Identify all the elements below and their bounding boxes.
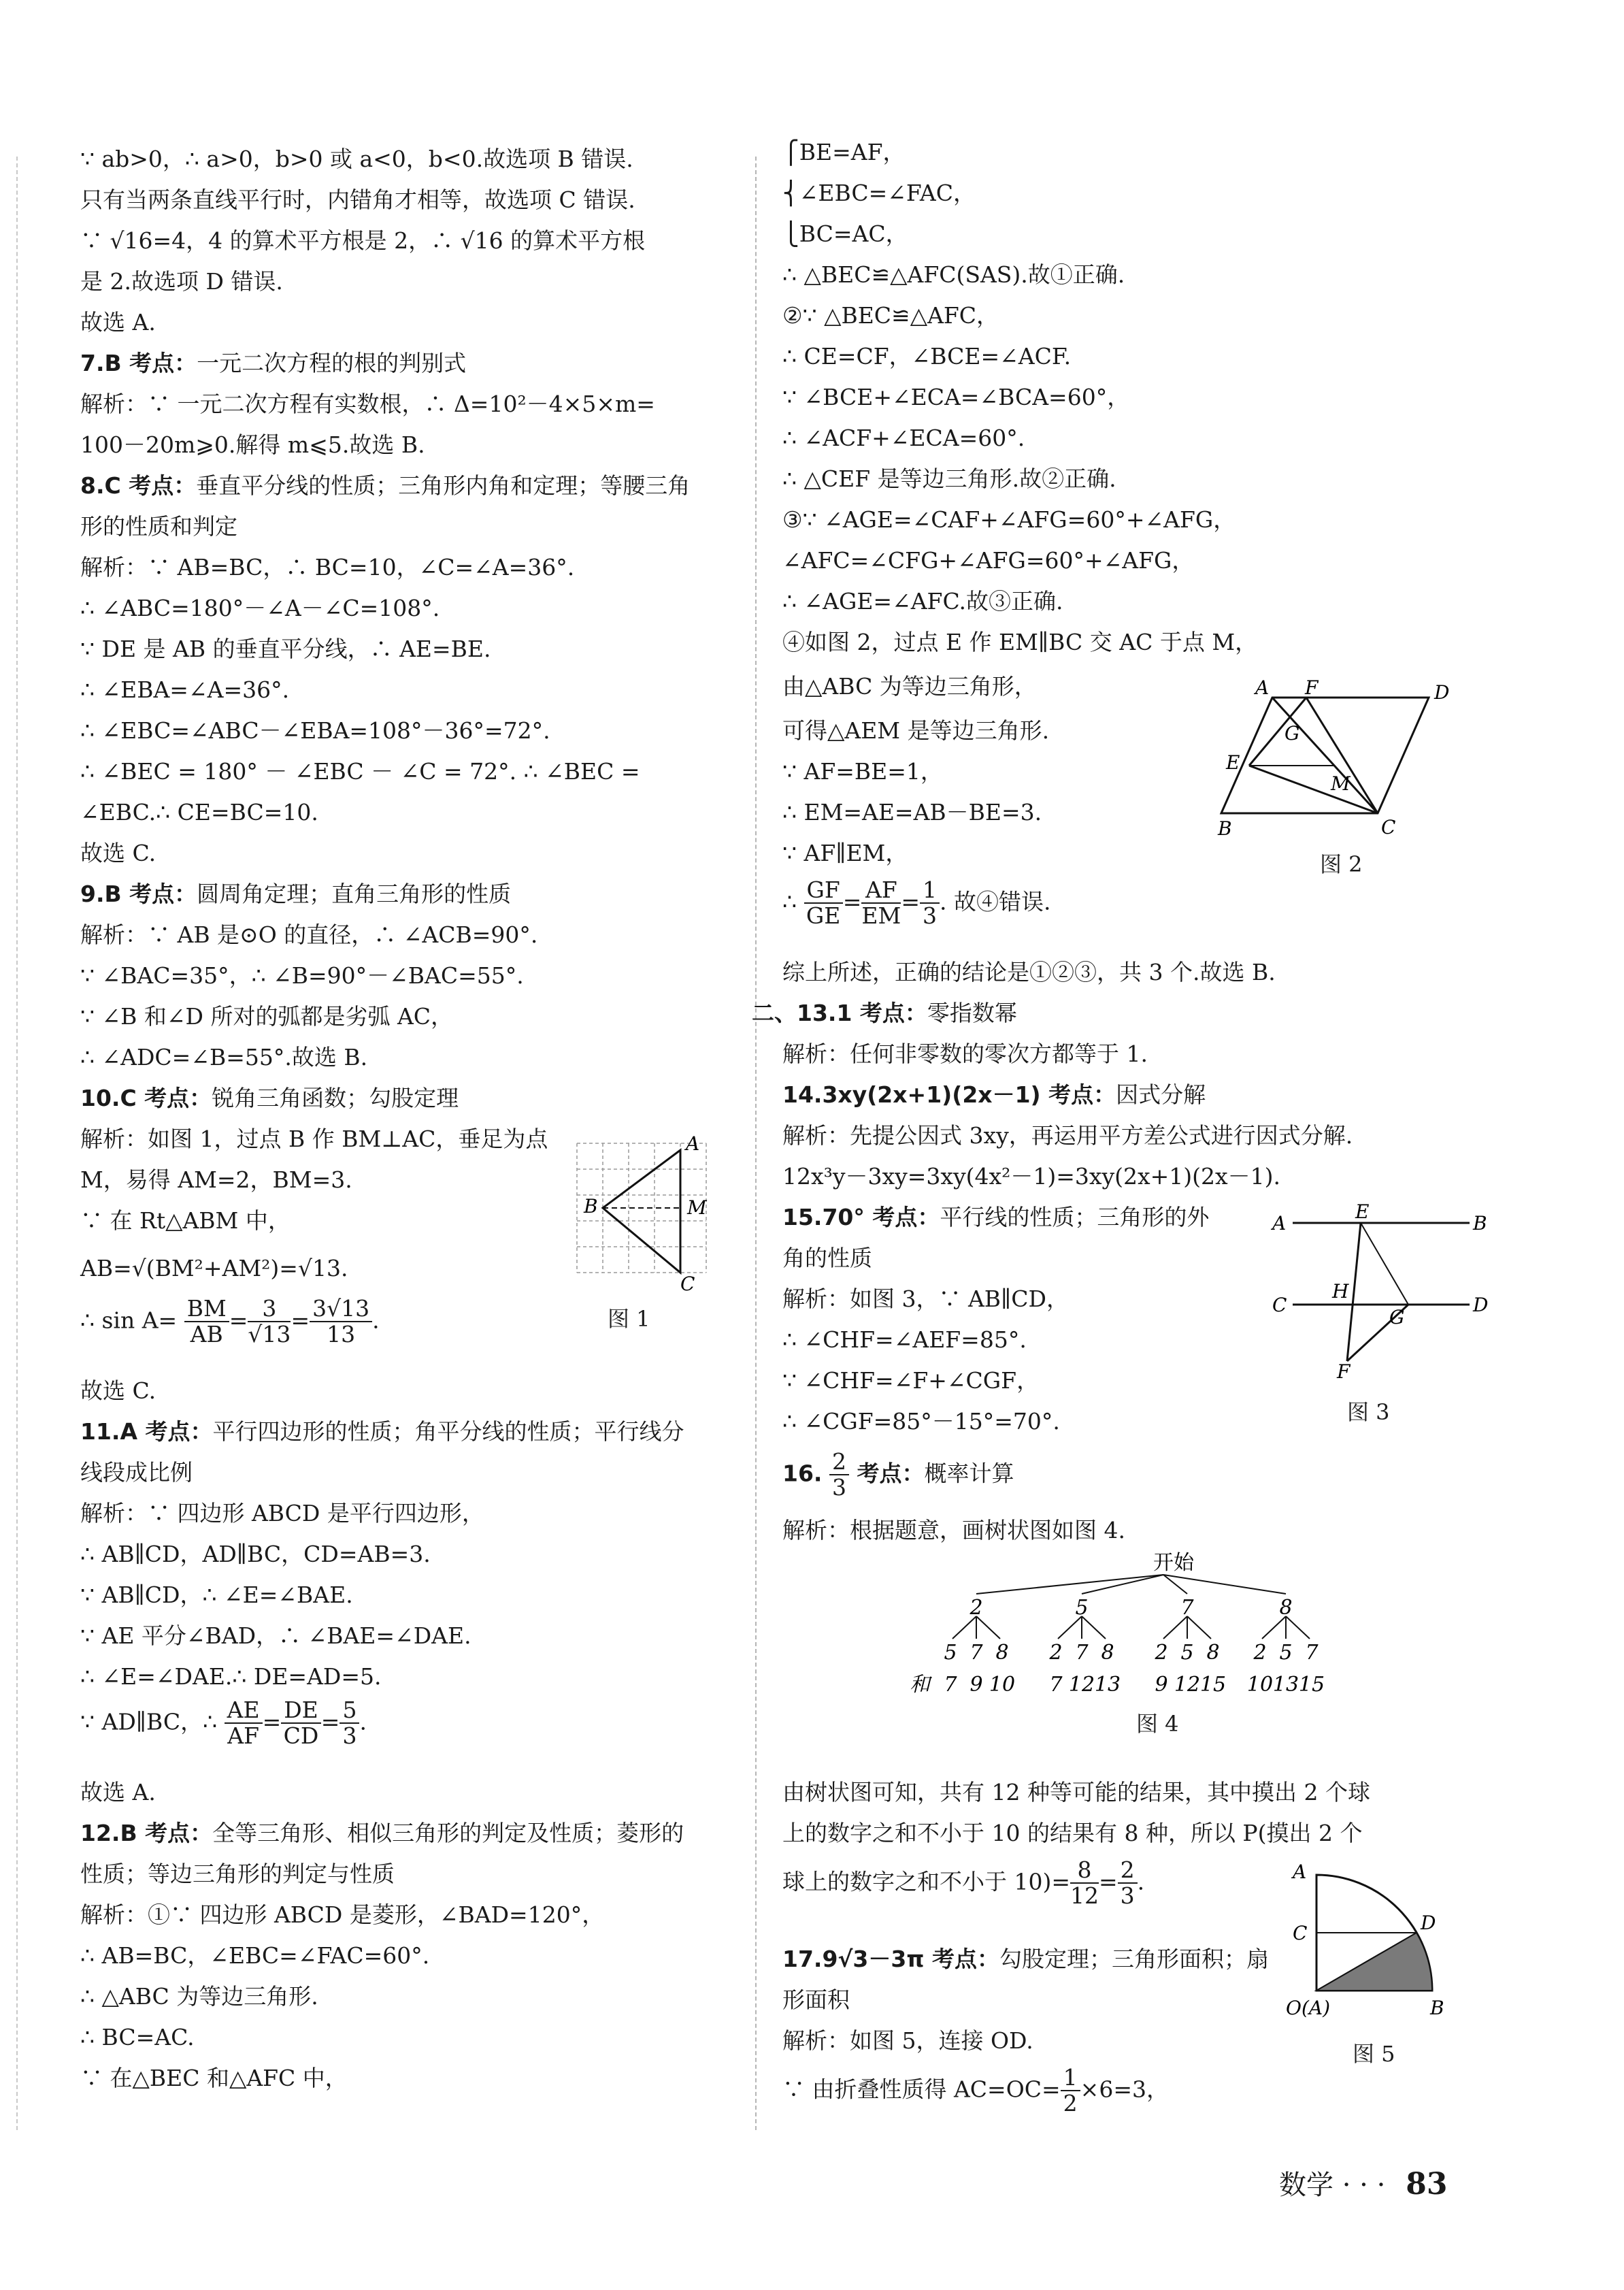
text-line: ∵ DE 是 AB 的垂直平分线，∴ AE=BE.	[80, 636, 491, 662]
question-15: 15.70° 考点：平行线的性质；三角形的外	[782, 1204, 1210, 1230]
text-line: 故选 C.	[80, 1377, 156, 1404]
svg-text:M: M	[687, 1196, 707, 1219]
question-13: 二、13.1 考点：零指数幂	[752, 1000, 1017, 1026]
svg-text:C: C	[1381, 816, 1396, 838]
question-14: 14.3xy(2x+1)(2x－1) 考点：因式分解	[782, 1081, 1206, 1108]
tree-leaf: 7	[1075, 1641, 1089, 1665]
text-line: 角的性质	[782, 1245, 872, 1271]
svg-text:E: E	[1226, 751, 1240, 774]
text-line: 解析：如图 1，过点 B 作 BM⊥AC，垂足为点	[80, 1126, 548, 1152]
figure-5-sector	[1286, 1858, 1463, 2021]
tree-sum: 10	[1246, 1673, 1274, 1697]
tree-sum: 15	[1199, 1673, 1227, 1697]
ratio-formula: ∴ $\frac{GF}{GE}$ = $\frac{AF}{EM}$ = $\frac{1}{3}$ . 故④错误.	[782, 877, 1051, 930]
svg-text:G: G	[1285, 722, 1300, 745]
svg-text:E: E	[1355, 1200, 1370, 1223]
question-11: 11.A 考点：平行四边形的性质；角平分线的性质；平行线分	[80, 1418, 684, 1445]
tree-leaf: 5	[1279, 1641, 1293, 1665]
tree-node: 8	[1279, 1596, 1293, 1620]
text-line: 解析：如图 3，∵ AB∥CD，	[782, 1286, 1070, 1312]
text-line: ∵ AF∥EM，	[782, 840, 908, 866]
text-line: ∴ ∠CGF=85°－15°=70°.	[782, 1408, 1060, 1435]
text-line: 只有当两条直线平行时，内错角才相等，故选项 C 错误.	[80, 186, 635, 213]
text-line: ⎨∠EBC=∠FAC，	[782, 180, 976, 206]
text-line: ∴ ∠ACF+∠ECA=60°.	[782, 425, 1025, 451]
tree-leaf: 8	[1206, 1641, 1220, 1665]
text-line: 解析：∵ 四边形 ABCD 是平行四边形，	[80, 1500, 484, 1526]
text-line: 综上所述，正确的结论是①②③，共 3 个.故选 B.	[782, 959, 1276, 985]
subject-label: 数学 · · ·	[1279, 2170, 1386, 2201]
tree-sum: 13	[1272, 1673, 1299, 1697]
tree-leaf: 7	[970, 1641, 983, 1665]
text-line: 解析：∵ 一元二次方程有实数根，∴ Δ=10²－4×5×m=	[80, 391, 655, 417]
text-line: ∵ ∠BCE+∠ECA=∠BCA=60°，	[782, 384, 1130, 410]
text-line: ④如图 2，过点 E 作 EM∥BC 交 AC 于点 M，	[782, 629, 1258, 655]
tree-sum: 10	[989, 1673, 1016, 1697]
text-line: 性质；等边三角形的判定与性质	[80, 1861, 395, 1887]
tree-sum: 9	[1155, 1673, 1168, 1697]
question-16: 16. $\frac{2}{3}$ 考点：概率计算	[782, 1448, 1014, 1501]
svg-text:B: B	[1430, 1997, 1444, 2019]
tree-leaf: 8	[1101, 1641, 1114, 1665]
svg-text:B: B	[1473, 1212, 1487, 1234]
tree-sum: 7	[1049, 1673, 1063, 1697]
text-line: 100－20m⩾0.解得 m⩽5.故选 B.	[80, 431, 425, 458]
svg-text:D: D	[1434, 681, 1450, 704]
text-line: ∴ △CEF 是等边三角形.故②正确.	[782, 465, 1116, 492]
text-line: ∵ ∠CHF=∠F+∠CGF，	[782, 1367, 1040, 1394]
tree-sum: 12	[1068, 1673, 1095, 1697]
tree-leaf: 2	[1155, 1641, 1168, 1665]
figure-2-rhombus	[1218, 677, 1463, 840]
tree-sum: 12	[1174, 1673, 1201, 1697]
tree-sum-label: 和	[910, 1673, 930, 1697]
fold-formula: ∵ 由折叠性质得 AC=OC= $\frac{1}{2}$ ×6=3，	[782, 2064, 1169, 2117]
question-12: 12.B 考点：全等三角形、相似三角形的判定及性质；菱形的	[80, 1820, 684, 1846]
text-line: ∴ AB=BC，∠EBC=∠FAC=60°.	[80, 1942, 430, 1969]
question-17: 17.9√3－3π 考点：勾股定理；三角形面积；扇	[782, 1946, 1269, 1972]
ratio-formula: ∵ AD∥BC，∴ $\frac{AE}{AF}$ = $\frac{DE}{CD}$ = $\frac{5}{3}$ .	[80, 1697, 367, 1750]
text-line: ∴ ∠ADC=∠B=55°.故选 B.	[80, 1044, 368, 1070]
text-line: M，易得 AM=2，BM=3.	[80, 1166, 352, 1193]
page-number: 83	[1406, 2167, 1448, 2202]
svg-text:A: A	[686, 1132, 700, 1155]
text-line: 形的性质和判定	[80, 513, 237, 540]
question-7: 7.B 考点：一元二次方程的根的判别式	[80, 350, 467, 376]
tree-node: 5	[1075, 1596, 1089, 1620]
svg-text:G: G	[1389, 1306, 1405, 1328]
svg-text:M: M	[1331, 772, 1350, 795]
tree-leaf: 7	[1305, 1641, 1319, 1665]
text-line: AB=√(BM²+AM²)=√13.	[80, 1255, 348, 1281]
tree-leaf: 8	[995, 1641, 1009, 1665]
text-line: ②∵ △BEC≌△AFC，	[782, 302, 999, 329]
tree-sum: 7	[944, 1673, 957, 1697]
text-line: ∴ ∠BEC = 180° － ∠EBC － ∠C = 72°. ∴ ∠BEC =	[80, 758, 640, 785]
text-line: ∠EBC.∴ CE=BC=10.	[80, 799, 318, 825]
text-line: ∴ CE=CF，∠BCE=∠ACF.	[782, 343, 1072, 370]
figure-3-parallel-lines	[1272, 1200, 1490, 1383]
text-line: 故选 C.	[80, 840, 156, 866]
text-line: ∵ AF=BE=1，	[782, 758, 943, 785]
tree-leaf: 2	[1049, 1641, 1063, 1665]
question-10: 10.C 考点：锐角三角函数；勾股定理	[80, 1085, 459, 1111]
probability-formula: 球上的数字之和不小于 10)= $\frac{8}{12}$ = $\frac{2}{3}$ .	[782, 1856, 1145, 1910]
svg-text:A: A	[1272, 1212, 1287, 1234]
text-line: 解析：∵ AB 是⊙O 的直径，∴ ∠ACB=90°.	[80, 921, 538, 948]
svg-text:B: B	[1218, 817, 1232, 840]
text-line: 解析：∵ AB=BC，∴ BC=10，∠C=∠A=36°.	[80, 554, 575, 580]
text-line: ∠AFC=∠CFG+∠AFG=60°+∠AFG，	[782, 547, 1195, 574]
figure-1-grid-triangle	[570, 1132, 713, 1295]
text-line: 形面积	[782, 1986, 850, 2013]
page-edge-line	[16, 157, 18, 2130]
text-line: ∵ AB∥CD，∴ ∠E=∠BAE.	[80, 1582, 353, 1608]
figure-4-tree-diagram	[910, 1551, 1325, 1708]
svg-text:D: D	[1421, 1912, 1436, 1934]
figure-caption: 图 4	[1136, 1711, 1179, 1737]
tree-root-label: 开始	[1153, 1551, 1194, 1575]
text-line: 故选 A.	[80, 309, 156, 336]
text-line: ∵ ∠BAC=35°，∴ ∠B=90°－∠BAC=55°.	[80, 962, 524, 989]
text-line: ∴ ∠EBA=∠A=36°.	[80, 676, 290, 703]
text-line: 解析：①∵ 四边形 ABCD 是菱形，∠BAD=120°，	[80, 1901, 605, 1928]
text-line: ∵ 在 Rt△ABM 中，	[80, 1207, 291, 1234]
svg-text:O(A): O(A)	[1286, 1997, 1331, 2019]
svg-text:F: F	[1337, 1360, 1350, 1383]
text-line: ∴ AB∥CD，AD∥BC，CD=AB=3.	[80, 1541, 431, 1567]
figure-caption: 图 2	[1320, 851, 1363, 877]
text-line: ∴ ∠E=∠DAE.∴ DE=AD=5.	[80, 1663, 382, 1690]
text-line: ∵ AE 平分∠BAD，∴ ∠BAE=∠DAE.	[80, 1622, 471, 1649]
text-line: ∵ 在△BEC 和△AFC 中，	[80, 2065, 348, 2091]
svg-text:A: A	[1293, 1861, 1307, 1883]
svg-text:C: C	[1272, 1294, 1287, 1316]
text-line: ∴ ∠ABC=180°－∠A－∠C=108°.	[80, 595, 440, 621]
text-line: 解析：先提公因式 3xy，再运用平方差公式进行因式分解.	[782, 1122, 1353, 1149]
text-line: ③∵ ∠AGE=∠CAF+∠AFG=60°+∠AFG，	[782, 506, 1236, 533]
text-line: 上的数字之和不小于 10 的结果有 8 种，所以 P(摸出 2 个	[782, 1820, 1363, 1846]
svg-text:C: C	[1293, 1922, 1308, 1944]
svg-text:H: H	[1332, 1280, 1349, 1303]
figure-caption: 图 5	[1353, 2041, 1395, 2067]
text-line: ∴ BC=AC.	[80, 2024, 195, 2050]
tree-leaf: 5	[944, 1641, 957, 1665]
question-9: 9.B 考点：圆周角定理；直角三角形的性质	[80, 881, 512, 907]
text-line: ∵ √16=4，4 的算术平方根是 2，∴ √16 的算术平方根	[80, 227, 646, 254]
text-line: ∴ EM=AE=AB－BE=3.	[782, 799, 1042, 825]
text-line: 是 2.故选项 D 错误.	[80, 268, 283, 295]
tree-node: 7	[1180, 1596, 1194, 1620]
svg-text:B: B	[584, 1195, 598, 1217]
text-line: ∴ ∠EBC=∠ABC－∠EBA=108°－36°=72°.	[80, 717, 550, 744]
text-line: 由△ABC 为等边三角形，	[782, 673, 1037, 700]
text-line: ∴ ∠AGE=∠AFC.故③正确.	[782, 588, 1063, 615]
tree-sum: 15	[1298, 1673, 1325, 1697]
tree-sum: 13	[1094, 1673, 1121, 1697]
sin-formula: ∴ sin A= $\frac{BM}{AB}$ = $\frac{3}{√13}$ = $\frac{3√13}{13}$ .	[80, 1295, 380, 1348]
text-line: 故选 A.	[80, 1779, 156, 1805]
page-footer	[1279, 2168, 1448, 2202]
text-line: ⎩BC=AC，	[782, 220, 908, 247]
text-line: 解析：如图 5，连接 OD.	[782, 2027, 1033, 2054]
svg-text:A: A	[1255, 676, 1270, 699]
text-line: ∵ ab>0，∴ a>0，b>0 或 a<0，b<0.故选项 B 错误.	[80, 146, 633, 172]
text-line: ∴ △ABC 为等边三角形.	[80, 1983, 318, 2010]
text-line: ∴ ∠CHF=∠AEF=85°.	[782, 1326, 1027, 1353]
text-line: 由树状图可知，共有 12 种等可能的结果，其中摸出 2 个球	[782, 1779, 1370, 1805]
text-line: ∵ ∠B 和∠D 所对的弧都是劣弧 AC，	[80, 1003, 454, 1030]
svg-text:C: C	[680, 1273, 695, 1295]
text-line: ⎧BE=AF，	[782, 139, 906, 165]
figure-caption: 图 3	[1347, 1399, 1390, 1425]
text-line: 可得△AEM 是等边三角形.	[782, 717, 1050, 744]
text-line: 12x³y－3xy=3xy(4x²－1)=3xy(2x+1)(2x－1).	[782, 1163, 1280, 1190]
figure-caption: 图 1	[608, 1306, 650, 1332]
tree-node: 2	[970, 1596, 983, 1620]
tree-leaf: 5	[1180, 1641, 1194, 1665]
svg-text:D: D	[1473, 1294, 1489, 1316]
text-line: 解析：任何非零数的零次方都等于 1.	[782, 1041, 1148, 1067]
tree-sum: 9	[970, 1673, 983, 1697]
text-line: 线段成比例	[80, 1459, 193, 1486]
tree-leaf: 2	[1253, 1641, 1267, 1665]
text-line: ∴ △BEC≌△AFC(SAS).故①正确.	[782, 261, 1125, 288]
text-line: 解析：根据题意，画树状图如图 4.	[782, 1517, 1125, 1543]
svg-text:F: F	[1305, 676, 1319, 699]
column-divider	[755, 157, 757, 2130]
question-8: 8.C 考点：垂直平分线的性质；三角形内角和定理；等腰三角	[80, 472, 691, 499]
